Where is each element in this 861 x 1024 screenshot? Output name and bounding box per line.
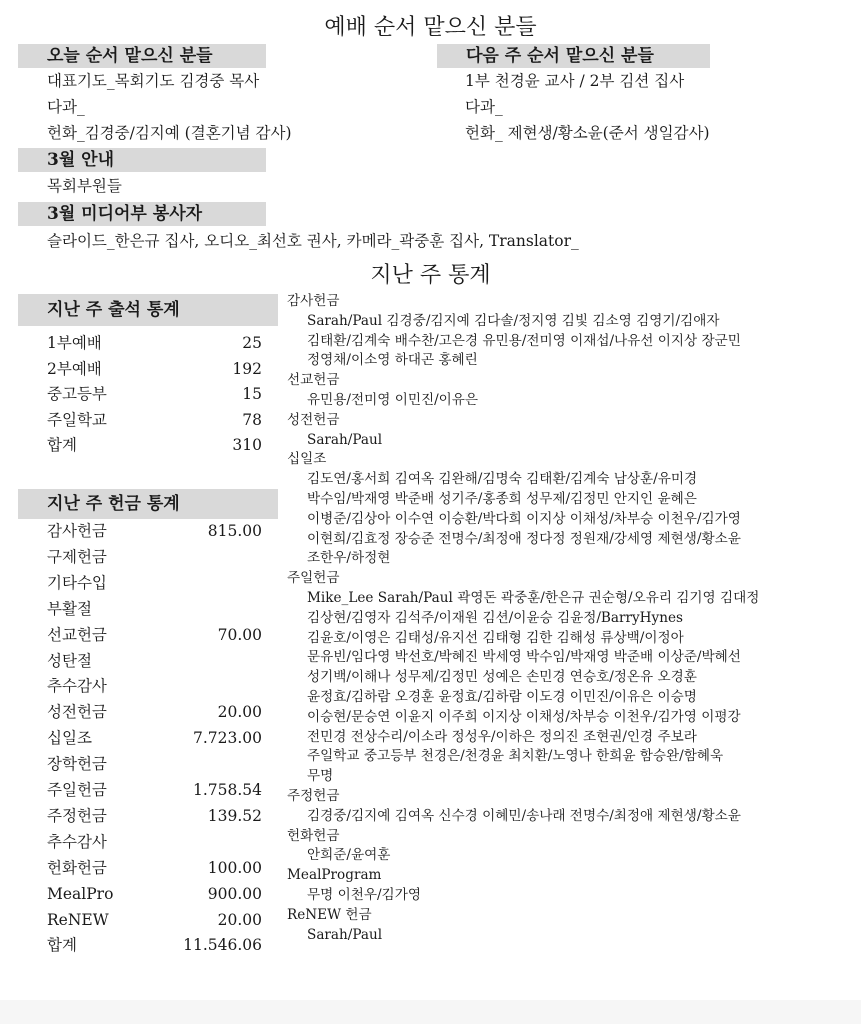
offering-value: 900.00 xyxy=(207,884,262,903)
donor-category: MealProgram xyxy=(287,867,382,884)
march-media-line: 슬라이드_한은규 집사, 오디오_최선호 권사, 카메라_곽중훈 집사, Translator_ xyxy=(47,232,579,250)
donor-names-line: Sarah/Paul xyxy=(307,926,383,943)
offering-value: 1.758.54 xyxy=(192,781,262,799)
offering-value: 20.00 xyxy=(217,910,262,929)
today-servers-line: 헌화_김경중/김지예 (결혼기념 감사) xyxy=(47,124,292,142)
attendance-label: 주일학교 xyxy=(47,410,107,429)
attendance-value: 310 xyxy=(232,436,262,454)
offering-row xyxy=(47,932,262,958)
offering-label: 부활절 xyxy=(47,599,92,618)
donor-names-line: 문유빈/임다영 박선호/박혜진 박세영 박수임/박재영 박준배 이상준/박혜선 xyxy=(307,649,741,666)
offering-label: 구제헌금 xyxy=(47,547,107,566)
donor-names-line: 김상현/김영자 김석주/이재원 김션/이윤승 김윤정/BarryHynes xyxy=(307,609,683,626)
today-servers-heading: 오늘 순서 맡으신 분들 xyxy=(18,44,266,68)
attendance-label: 합계 xyxy=(47,436,77,454)
donor-names-line: 무명 이천우/김가영 xyxy=(307,886,421,903)
next-week-servers-line: 1부 천경윤 교사 / 2부 김션 집사 xyxy=(465,72,685,90)
today-servers-line: 대표기도_목회기도 김경중 목사 xyxy=(47,72,260,90)
offering-label: 선교헌금 xyxy=(47,625,107,644)
stats-title: 지난 주 통계 xyxy=(370,263,491,288)
offering-label: MealPro xyxy=(47,884,114,903)
donor-names-line: 유민용/전미영 이민진/이유은 xyxy=(307,391,479,408)
page-bottom-strip xyxy=(0,1000,861,1024)
offering-label: 헌화헌금 xyxy=(47,858,107,877)
offering-label: 성전헌금 xyxy=(47,703,107,722)
donor-names-line: 주일학교 중고등부 천경은/천경윤 최치환/노영나 한희윤 함승완/함혜욱 xyxy=(307,748,724,765)
attendance-row xyxy=(47,407,262,433)
march-notice-line: 목회부원들 xyxy=(47,177,122,195)
offering-row xyxy=(47,907,262,933)
donor-category: ReNEW 헌금 xyxy=(287,906,372,923)
offering-label: 십일조 xyxy=(47,729,92,748)
donor-names-line: 전민경 전상수리/이소라 정성우/이하은 정의진 조현권/인경 주보라 xyxy=(307,728,697,745)
donor-category: 선교헌금 xyxy=(287,372,340,389)
donor-names-line: 김윤호/이영은 김태성/유지선 김태형 김한 김해성 류상백/이정아 xyxy=(307,629,684,646)
offering-row xyxy=(47,673,262,699)
donor-names-line: 조한우/하정현 xyxy=(307,550,391,567)
donor-names-line: 김도연/홍서희 김여옥 김완해/김명숙 김태환/김계숙 남상훈/유미경 xyxy=(307,471,698,488)
attendance-heading: 지난 주 출석 통계 xyxy=(18,294,278,326)
offering-heading: 지난 주 헌금 통계 xyxy=(18,489,278,519)
offering-label: ReNEW xyxy=(47,910,109,929)
offering-row xyxy=(47,699,262,725)
next-week-servers-heading: 다음 주 순서 맡으신 분들 xyxy=(437,44,710,68)
offering-label: 합계 xyxy=(47,936,77,955)
offering-row xyxy=(47,570,262,596)
donor-category: 성전헌금 xyxy=(287,411,340,428)
donor-names-line: 김경중/김지예 김여옥 신수경 이혜민/송나래 전명수/최정애 제현생/황소윤 xyxy=(307,807,741,824)
donor-names-line: 윤정효/김하람 오경훈 윤정효/김하람 이도경 이민진/이유은 이승명 xyxy=(307,688,697,705)
attendance-label: 1부예배 xyxy=(47,334,102,352)
offering-value: 139.52 xyxy=(207,806,262,825)
offering-row xyxy=(47,518,262,544)
donor-category: 주일헌금 xyxy=(287,570,340,587)
offering-label: 추수감사 xyxy=(47,677,107,696)
attendance-value: 15 xyxy=(242,385,262,403)
offering-value: 7.723.00 xyxy=(192,729,262,748)
donor-names-line: Sarah/Paul xyxy=(307,431,383,448)
offering-row xyxy=(47,777,262,803)
attendance-label: 중고등부 xyxy=(47,385,107,403)
page-title: 예배 순서 맡으신 분들 xyxy=(324,15,537,40)
donor-category: 주정헌금 xyxy=(287,787,340,804)
offering-label: 주정헌금 xyxy=(47,806,107,825)
donor-names-line: 안희준/윤여훈 xyxy=(307,847,391,864)
offering-row xyxy=(47,622,262,648)
offering-label: 장학헌금 xyxy=(47,755,107,774)
offering-label: 추수감사 xyxy=(47,832,107,851)
attendance-row xyxy=(47,432,262,458)
offering-row xyxy=(47,725,262,751)
donor-category: 헌화헌금 xyxy=(287,827,340,844)
offering-row xyxy=(47,648,262,674)
next-week-servers-line: 헌화_ 제현생/황소윤(준서 생일감사) xyxy=(465,124,710,142)
donor-names-line: 이현희/김효정 장승준 전명수/최정애 정다정 정원재/강세영 제현생/황소윤 xyxy=(307,530,741,547)
attendance-value: 192 xyxy=(232,359,262,378)
offering-row xyxy=(47,751,262,777)
offering-row xyxy=(47,881,262,907)
donor-names-line: Mike_Lee Sarah/Paul 곽영돈 곽중훈/한은규 권순형/오유리 김기영 김대정 xyxy=(307,589,760,606)
offering-row xyxy=(47,803,262,829)
attendance-label: 2부예배 xyxy=(47,359,102,378)
attendance-row xyxy=(47,381,262,407)
offering-label: 성탄절 xyxy=(47,651,92,670)
donor-names-line: Sarah/Paul 김경중/김지예 김다솔/정지영 김빛 김소영 김영기/김애자 xyxy=(307,312,720,329)
next-week-servers-line: 다과_ xyxy=(465,98,503,116)
donor-names-line: 성기백/이해나 성무제/김정민 성예은 손민경 연승호/정온유 오경훈 xyxy=(307,669,697,686)
attendance-value: 25 xyxy=(242,334,262,352)
donor-names-line: 이승현/문승연 이윤지 이주희 이지상 이채성/차부승 이천우/김가영 이평강 xyxy=(307,708,741,725)
donor-names-line: 이병준/김상아 이수연 이승환/박다희 이지상 이채성/차부승 이천우/김가영 xyxy=(307,510,741,527)
march-notice-heading: 3월 안내 xyxy=(18,148,266,172)
march-media-heading: 3월 미디어부 봉사자 xyxy=(18,202,266,226)
donor-names-line: 박수임/박재영 박준배 성기주/홍종희 성무제/김정민 안지인 윤혜은 xyxy=(307,490,697,507)
offering-row xyxy=(47,855,262,881)
donor-category: 십일조 xyxy=(287,451,327,468)
attendance-value: 78 xyxy=(242,410,262,429)
offering-label: 감사헌금 xyxy=(47,522,107,540)
attendance-row xyxy=(47,356,262,382)
attendance-row xyxy=(47,330,262,356)
today-servers-line: 다과_ xyxy=(47,98,85,116)
donor-names-line: 김태환/김계숙 배수찬/고은경 유민용/전미영 이재섭/나유선 이지상 장군민 xyxy=(307,332,741,349)
offering-value: 20.00 xyxy=(217,703,262,722)
offering-row xyxy=(47,829,262,855)
offering-row xyxy=(47,596,262,622)
offering-value: 70.00 xyxy=(217,625,262,644)
offering-row xyxy=(47,544,262,570)
offering-value: 100.00 xyxy=(207,858,262,877)
offering-label: 기타수입 xyxy=(47,573,107,592)
donor-names-line: 무명 xyxy=(307,768,334,785)
offering-value: 11.546.06 xyxy=(183,936,262,955)
offering-value: 815.00 xyxy=(207,522,262,540)
donor-category: 감사헌금 xyxy=(287,293,340,309)
offering-label: 주일헌금 xyxy=(47,781,107,799)
donor-names-line: 정영채/이소영 하대곤 홍혜린 xyxy=(307,352,478,369)
